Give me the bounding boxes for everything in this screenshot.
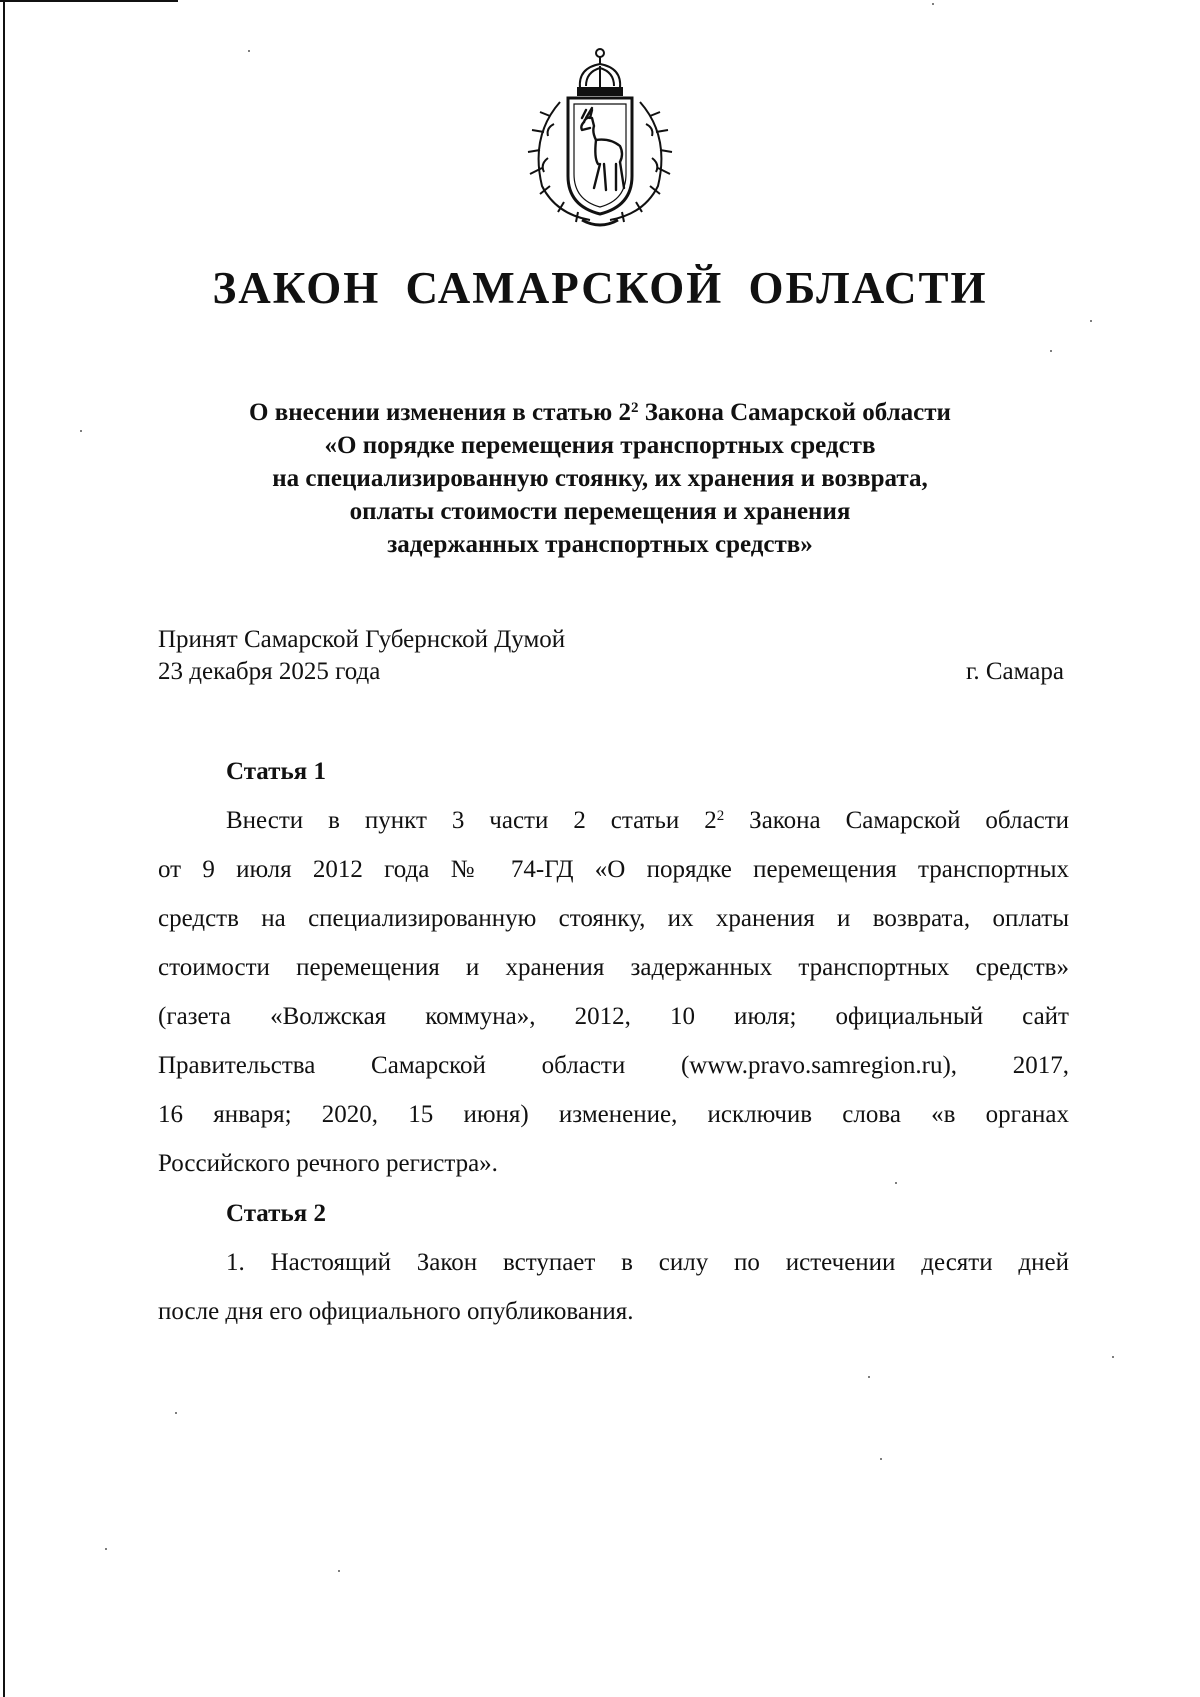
- subtitle-line: О внесении изменения в статью $2^2$ Закона Самарской области: [249, 399, 951, 426]
- article-2-line: после дня его официального опубликования.: [158, 1298, 634, 1325]
- scan-speck: [868, 1376, 870, 1378]
- scan-speck: [338, 1570, 340, 1572]
- scan-border-top: [0, 0, 178, 2]
- scan-border-left: [3, 0, 5, 1697]
- article-1-line: Внести в пункт 3 части 2 статьи $2^2$ Закона Самарской области: [226, 807, 1069, 834]
- article-1-line: Российского речного регистра».: [158, 1150, 498, 1177]
- article-1-line: от 9 июля 2012 года № 74-ГД «О порядке перемещения транспортных: [158, 856, 1069, 883]
- article-1-line: Правительства Самарской области (www.pravo.samregion.ru), 2017,: [158, 1052, 1069, 1079]
- law-subtitle: [140, 396, 1060, 561]
- article-2-heading: Статья 2: [226, 1200, 326, 1227]
- scan-speck: [1050, 350, 1052, 352]
- article-1-text: [158, 796, 1069, 1188]
- scan-speck: [248, 50, 250, 52]
- scan-speck: [105, 1548, 107, 1550]
- article-1-heading: Статья 1: [226, 758, 326, 785]
- subtitle-line: «О порядке перемещения транспортных средств: [324, 432, 876, 459]
- article-1-line: (газета «Волжская коммуна», 2012, 10 июля; официальный сайт: [158, 1003, 1069, 1030]
- article-2-line: 1. Настоящий Закон вступает в силу по истечении десяти дней: [226, 1249, 1069, 1276]
- document-title: ЗАКОН САМАРСКОЙ ОБЛАСТИ: [212, 263, 988, 313]
- adoption-info: [158, 624, 565, 688]
- article-1-line: средств на специализированную стоянку, их хранения и возврата, оплаты: [158, 905, 1069, 932]
- scan-speck: [80, 430, 82, 432]
- article-1-line: стоимости перемещения и хранения задержанных транспортных средств»: [158, 954, 1069, 981]
- adopted-by: Принят Самарской Губернской Думой: [158, 626, 566, 653]
- article-2-text: [158, 1238, 1069, 1336]
- crown-icon: [578, 49, 622, 95]
- scan-speck: [880, 1458, 882, 1460]
- article-1-line: 16 января; 2020, 15 июня) изменение, исключив слова «в органах: [158, 1101, 1069, 1128]
- scan-speck: [1090, 320, 1092, 322]
- scan-speck: [932, 3, 934, 5]
- scan-speck: [1112, 1356, 1114, 1358]
- scan-speck: [175, 1412, 177, 1414]
- subtitle-line: на специализированную стоянку, их хранения и возврата,: [272, 465, 928, 492]
- subtitle-line: оплаты стоимости перемещения и хранения: [349, 498, 851, 525]
- coat-of-arms-emblem: [520, 46, 680, 230]
- adoption-date: 23 декабря 2025 года: [158, 658, 381, 685]
- subtitle-line: задержанных транспортных средств»: [387, 531, 813, 558]
- adoption-city: г. Самара: [965, 658, 1064, 685]
